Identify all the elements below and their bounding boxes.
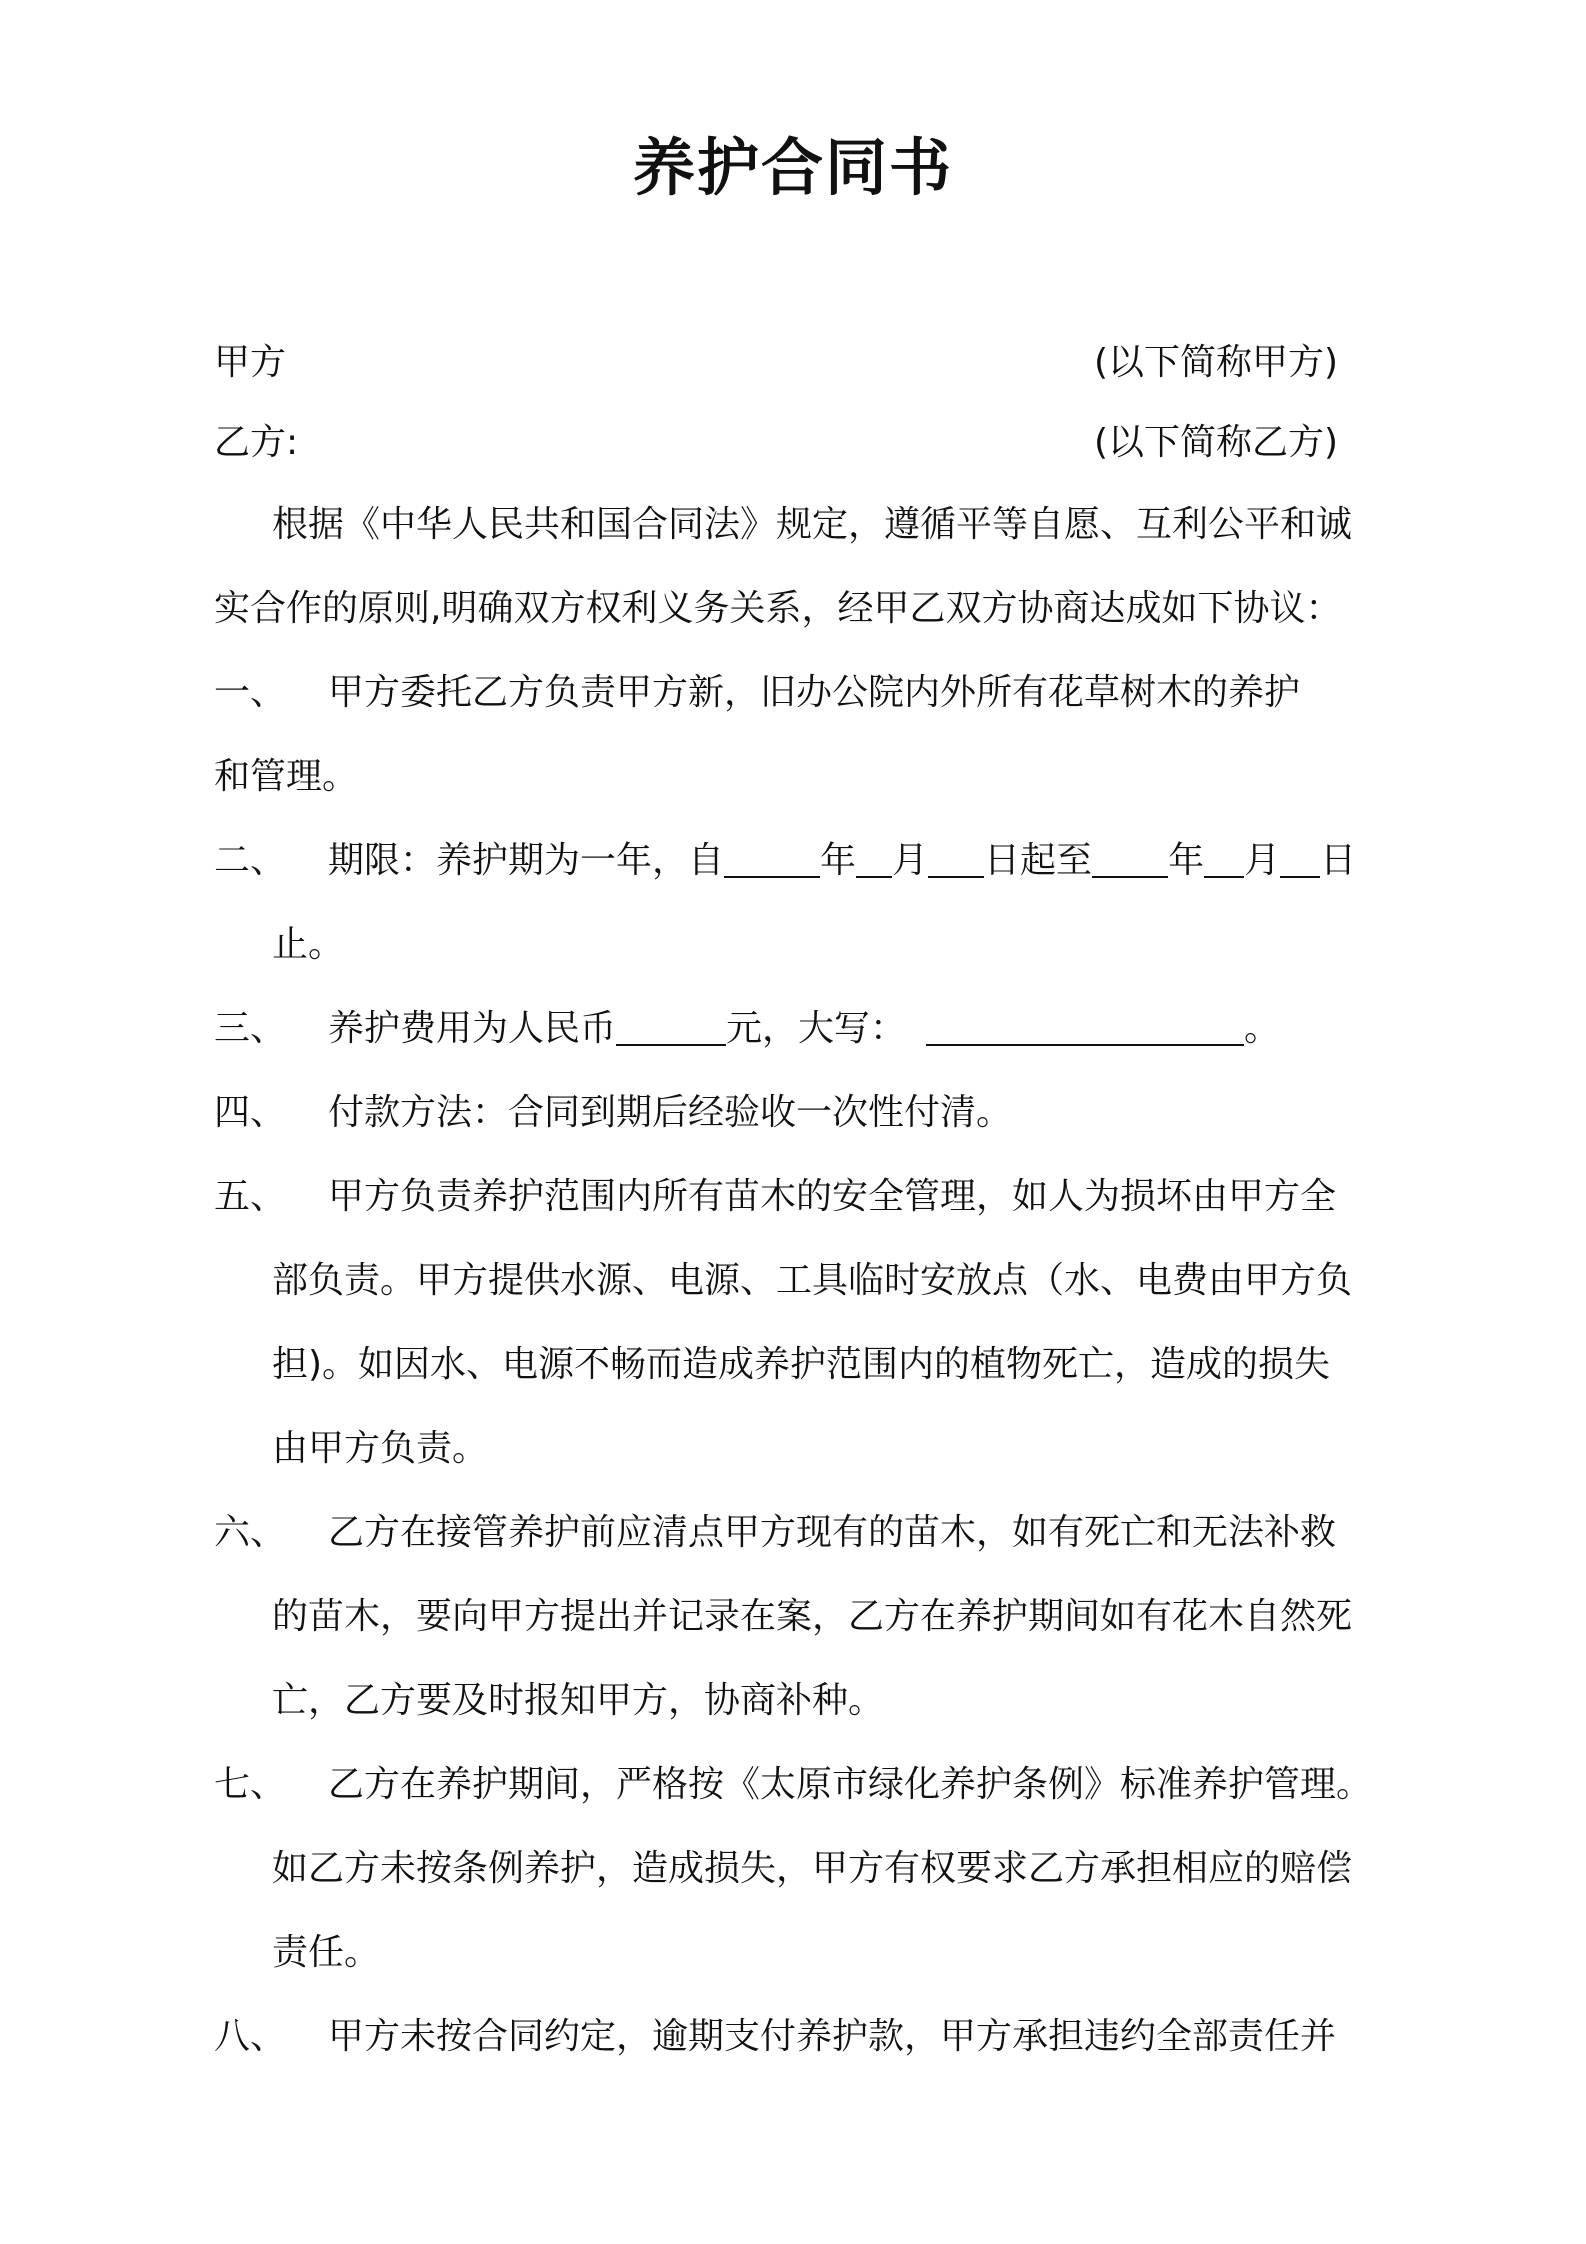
clause-number: 四、 [214,1092,287,1133]
clause-number: 八、 [214,2016,287,2057]
clause-6-line-1: 乙方在接管养护前应清点甲方现有的苗木，如有死亡和无法补救 [328,1512,1337,1553]
year-label: 年 [1168,840,1205,881]
clause-7-line-3: 责任。 [272,1932,381,1973]
fee-text: 养护费用为人民币 [328,1008,617,1049]
clause-5-line-4: 由甲方负责。 [272,1428,489,1469]
end-month-blank[interactable] [1204,836,1244,878]
party-b-note: (以下简称乙方) [1094,422,1339,463]
clause-1-line-1: 甲方委托乙方负责甲方新，旧办公院内外所有花草树木的养护 [328,672,1301,713]
clause-2-term-text: 期限：养护期为一年，自 [328,840,725,881]
fee-capital-blank[interactable] [926,1004,1244,1046]
clause-number: 七、 [214,1764,287,1805]
clause-number: 六、 [214,1512,287,1553]
clause-number: 三、 [214,1008,287,1049]
intro-line-1: 根据《中华人民共和国合同法》规定，遵循平等自愿、互利公平和诚 [272,504,1353,545]
document-title: 养护合同书 [632,131,953,204]
year-label: 年 [820,840,857,881]
clause-1-line-2: 和管理。 [214,756,359,797]
party-b-label: 乙方: [214,422,299,463]
party-a-label: 甲方 [214,342,287,383]
clause-2-line-1 [328,836,1356,886]
day-label: 日 [1320,840,1357,881]
period-mark: 。 [1244,1008,1281,1049]
start-month-blank[interactable] [856,836,892,878]
clause-5-line-1: 甲方负责养护范围内所有苗木的安全管理，如人为损坏由甲方全 [328,1176,1337,1217]
start-day-blank[interactable] [928,836,984,878]
clause-5-line-3: 担)。如因水、电源不畅而造成养护范围内的植物死亡，造成的损失 [272,1344,1331,1385]
intro-line-2: 实合作的原则,明确双方权利义务关系，经甲乙双方协商达成如下协议： [214,588,1342,629]
clause-number: 二、 [214,840,287,881]
clause-7-line-2: 如乙方未按条例养护，造成损失，甲方有权要求乙方承担相应的赔偿 [272,1848,1353,1889]
clause-number: 一、 [214,672,287,713]
fee-unit-text: 元，大写： [726,1008,907,1049]
clause-4-line-1: 付款方法：合同到期后经验收一次性付清。 [328,1092,1013,1133]
month-label: 月 [892,840,929,881]
party-a-note: (以下简称甲方) [1094,342,1339,383]
clause-3-line-1 [328,1004,1280,1054]
day-until-label: 日起至 [984,840,1093,881]
start-year-blank[interactable] [724,836,820,878]
clause-2-line-2: 止。 [272,924,345,965]
clause-8-line-1: 甲方未按合同约定，逾期支付养护款，甲方承担违约全部责任并 [328,2016,1337,2057]
end-day-blank[interactable] [1280,836,1320,878]
clause-6-line-2: 的苗木，要向甲方提出并记录在案，乙方在养护期间如有花木自然死 [272,1596,1353,1637]
clause-number: 五、 [214,1176,287,1217]
fee-amount-blank[interactable] [616,1004,726,1046]
clause-6-line-3: 亡，乙方要及时报知甲方，协商补种。 [272,1680,885,1721]
clause-7-line-1: 乙方在养护期间，严格按《太原市绿化养护条例》标准养护管理。 [328,1764,1373,1805]
end-year-blank[interactable] [1092,836,1168,878]
month-label: 月 [1244,840,1281,881]
clause-5-line-2: 部负责。甲方提供水源、电源、工具临时安放点（水、电费由甲方负 [272,1260,1353,1301]
